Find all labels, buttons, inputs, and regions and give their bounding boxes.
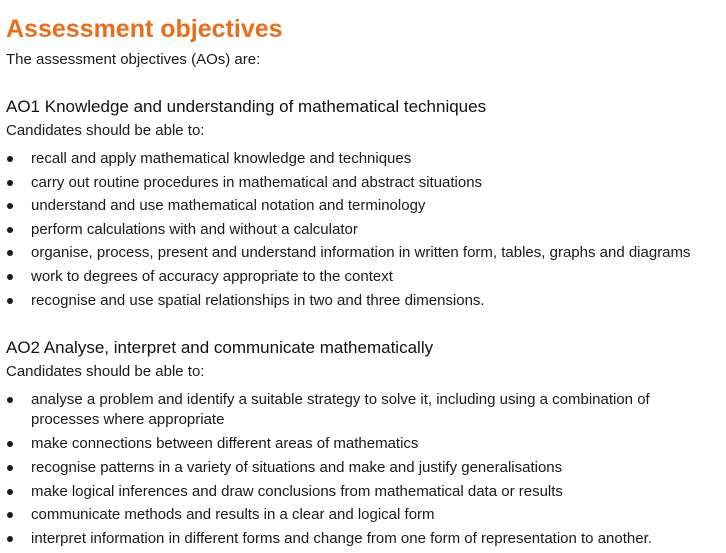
list-item-text: carry out routine procedures in mathematical and abstract situations [31, 173, 483, 191]
list-item-text: communicate methods and results in a clear and logical form [31, 506, 435, 524]
page-title: Assessment objectives [6, 15, 283, 43]
list-item [6, 390, 720, 434]
list-item [6, 149, 720, 173]
bullet-icon [7, 274, 13, 280]
list-item [6, 267, 720, 291]
list-item-text: make connections between different areas of mathematics [31, 435, 419, 452]
list-item-text: organise, process, present and understand information in written form, tables, graphs and diagrams [31, 244, 691, 262]
list-item-text: work to degrees of accuracy appropriate to the context [31, 267, 393, 285]
bullet-icon [7, 203, 13, 209]
list-item [6, 529, 720, 553]
ao1-bullet-list [6, 149, 720, 314]
list-item-text: recognise patterns in a variety of situations and make and justify generalisations [31, 458, 563, 476]
ao1-heading: AO1 Knowledge and understanding of mathematical techniques [6, 97, 487, 116]
list-item [6, 173, 720, 197]
intro-text: The assessment objectives (AOs) are: [6, 51, 261, 68]
bullet-icon [7, 536, 13, 542]
list-item-text: perform calculations with and without a calculator [31, 220, 358, 238]
bullet-icon [7, 397, 13, 403]
bullet-icon [7, 489, 13, 495]
list-item [6, 458, 720, 482]
bullet-icon [7, 227, 13, 233]
list-item-text: analyse a problem and identify a suitable strategy to solve it, including using a combination of processes where appropriate [31, 391, 650, 428]
bullet-icon [7, 465, 13, 471]
ao2-heading: AO2 Analyse, interpret and communicate mathematically [6, 338, 434, 357]
bullet-icon [7, 156, 13, 162]
list-item-text: recognise and use spatial relationships in two and three dimensions. [31, 291, 485, 309]
bullet-icon [7, 441, 13, 447]
ao2-bullet-list [6, 390, 720, 553]
list-item [6, 220, 720, 244]
list-item [6, 434, 720, 458]
list-item-text: interpret information in different forms and change from one form of representation to another. [31, 530, 652, 548]
list-item-text: recall and apply mathematical knowledge and techniques [31, 150, 412, 167]
list-item-text: make logical inferences and draw conclusions from mathematical data or results [31, 482, 563, 500]
list-item [6, 291, 720, 315]
ao2-subtitle: Candidates should be able to: [6, 363, 205, 380]
list-item-text: understand and use mathematical notation and terminology [31, 197, 426, 215]
list-item [6, 505, 720, 529]
list-item [6, 482, 720, 506]
bullet-icon [7, 512, 13, 518]
bullet-icon [7, 180, 13, 186]
bullet-icon [7, 298, 13, 304]
ao1-subtitle: Candidates should be able to: [6, 122, 205, 139]
bullet-icon [7, 250, 13, 256]
list-item [6, 196, 720, 220]
list-item [6, 243, 720, 267]
